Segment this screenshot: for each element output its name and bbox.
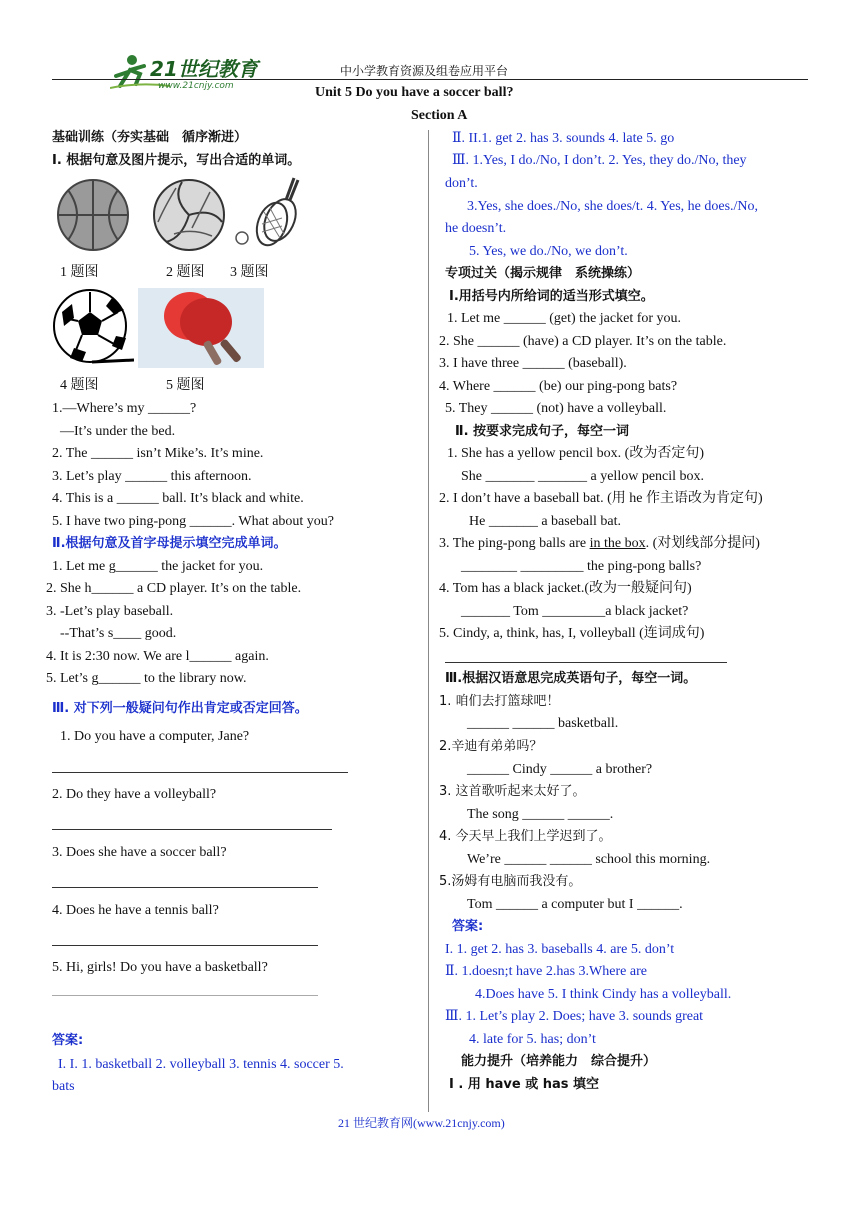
s2-item-5: 5. Cindy, a, think, has, I, volleyball (连词成句) bbox=[439, 626, 705, 641]
right-answer-3: 4.Does have 5. I think Cindy has a volleyball. bbox=[475, 987, 732, 1002]
tennis-image bbox=[232, 176, 300, 259]
tennis-racket-icon bbox=[232, 176, 300, 254]
part1-item-1: 1.—Where’s my ______? bbox=[52, 401, 197, 416]
logo-text: 21世纪教育 bbox=[150, 57, 258, 81]
s3-item-2: 2.辛迪有弟弟吗？ bbox=[439, 739, 543, 754]
right-ans-4: 3.Yes, she does./No, she does/t. 4. Yes, he does./No, bbox=[467, 199, 759, 214]
ability-title: 能力提升（培养能力 综合提升） bbox=[461, 1054, 657, 1069]
s2-item-3-underlined: in the box bbox=[589, 536, 646, 551]
s3-item-3: 3. 这首歌听起来太好了。 bbox=[439, 784, 586, 799]
volleyball-icon bbox=[152, 178, 226, 252]
s2-item-3b: ________ _________ the ping-pong balls? bbox=[461, 559, 702, 574]
soccer-image bbox=[52, 288, 134, 373]
part2-item-2: 2. She h______ a CD player. It’s on the table. bbox=[46, 581, 302, 596]
pic-label-5: 5 题图 bbox=[166, 378, 205, 393]
column-divider bbox=[428, 130, 429, 1112]
page-title: Unit 5 Do you have a soccer ball? bbox=[315, 85, 514, 100]
s3-item-1: 1. 咱们去打篮球吧！ bbox=[439, 694, 560, 709]
s3-title: Ⅲ.根据汉语意思完成英语句子，每空一词。 bbox=[445, 671, 697, 686]
right-ans-3: don’t. bbox=[445, 176, 478, 191]
answer-line-1 bbox=[52, 772, 348, 773]
part2-item-3: 3. -Let’s play baseball. bbox=[46, 604, 174, 619]
basketball-icon bbox=[56, 178, 130, 252]
s2-title: Ⅱ. 按要求完成句子，每空一词 bbox=[455, 424, 630, 439]
s3-item-5b: Tom ______ a computer but I ______. bbox=[467, 897, 683, 912]
s3-item-3b: The song ______ ______. bbox=[467, 807, 614, 822]
right-answer-2: Ⅱ. 1.doesn;t have 2.has 3.Where are bbox=[445, 964, 647, 979]
logo-url: www.21cnjy.com bbox=[158, 81, 234, 91]
part3-item-4: 4. Does he have a tennis ball? bbox=[52, 903, 219, 918]
part1-title bbox=[52, 152, 300, 170]
volleyball-image bbox=[152, 178, 226, 257]
right-answer-4: Ⅲ. 1. Let’s play 2. Does; have 3. sounds great bbox=[445, 1009, 704, 1024]
left-answer-line-1: I. I. 1. basketball 2. volleyball 3. tennis 4. soccer 5. bbox=[58, 1057, 344, 1072]
s3-item-4: 4. 今天早上我们上学迟到了。 bbox=[439, 829, 612, 844]
pingpong-image bbox=[138, 288, 264, 373]
left-answer-title: 答案: bbox=[52, 1033, 84, 1048]
pic-label-4: 4 题图 bbox=[60, 378, 99, 393]
pic-label-2: 2 题图 bbox=[166, 265, 205, 280]
answer-line-3 bbox=[52, 887, 318, 888]
right-answer-1: I. 1. get 2. has 3. baseballs 4. are 5. don’t bbox=[445, 942, 675, 957]
part3-item-3: 3. Does she have a soccer ball? bbox=[52, 845, 227, 860]
s2-item-4: 4. Tom has a black jacket.(改为一般疑问句) bbox=[439, 581, 692, 596]
s2-item-1b: She _______ _______ a yellow pencil box. bbox=[461, 469, 705, 484]
answer-line-4 bbox=[52, 945, 318, 946]
right-ans-6: 5. Yes, we do./No, we don’t. bbox=[469, 244, 628, 259]
pic-label-1: 1 题图 bbox=[60, 265, 99, 280]
answer-line-5 bbox=[52, 995, 318, 996]
footer: 21 世纪教育网(www.21cnjy.com) bbox=[338, 1116, 505, 1130]
right-ans-5: he doesn’t. bbox=[445, 221, 507, 236]
s3-item-5: 5.汤姆有电脑而我没有。 bbox=[439, 874, 582, 889]
s1-item-4: 4. Where ______ (be) our ping-pong bats? bbox=[439, 379, 678, 394]
part3-item-5: 5. Hi, girls! Do you have a basketball? bbox=[52, 960, 268, 975]
part1-item-4: 4. This is a ______ ball. It’s black and white. bbox=[52, 491, 304, 506]
part1-item-5: 5. I have two ping-pong ______. What about you? bbox=[52, 514, 335, 529]
s2-item-3-end: . (对划线部分提问) bbox=[645, 536, 760, 551]
left-answer-line-2: bats bbox=[52, 1079, 75, 1094]
s2-item-3 bbox=[439, 535, 760, 553]
part2-item-5: 5. Let’s g______ to the library now. bbox=[46, 671, 247, 686]
pic-label-3: 3 题图 bbox=[230, 265, 269, 280]
s2-item-2: 2. I don’t have a baseball bat. (用 he 作主语改为肯定句) bbox=[439, 491, 763, 506]
s1-item-5: 5. They ______ (not) have a volleyball. bbox=[445, 401, 667, 416]
s2-answer-line bbox=[445, 662, 727, 663]
right-ans-2: Ⅲ. 1.Yes, I do./No, I don’t. 2. Yes, they do./No, they bbox=[452, 153, 747, 168]
right-ans-1: Ⅱ. II.1. get 2. has 3. sounds 4. late 5. go bbox=[452, 131, 675, 146]
part1-item-1b: —It’s under the bed. bbox=[60, 424, 176, 439]
s3-item-1b: ______ ______ basketball. bbox=[467, 716, 619, 731]
platform-name: 中小学教育资源及组卷应用平台 bbox=[340, 64, 509, 78]
right-answer-title: 答案: bbox=[452, 919, 484, 934]
header-rule bbox=[52, 79, 808, 80]
part2-item-3b: --That’s s____ good. bbox=[60, 626, 177, 641]
part1-item-3: 3. Let’s play ______ this afternoon. bbox=[52, 469, 252, 484]
s3-item-4b: We’re ______ ______ school this morning. bbox=[467, 852, 711, 867]
basic-title: 基础训练（夯实基础 循序渐进） bbox=[52, 130, 248, 145]
ping-pong-paddle-icon bbox=[138, 288, 264, 368]
s1-item-3: 3. I have three ______ (baseball). bbox=[439, 356, 627, 371]
part3-item-2: 2. Do they have a volleyball? bbox=[52, 787, 217, 802]
s2-item-3-start: 3. The ping-pong balls are bbox=[439, 536, 590, 551]
s2-item-4b: _______ Tom _________a black jacket? bbox=[461, 604, 689, 619]
basketball-image bbox=[56, 178, 130, 257]
part3-item-1: 1. Do you have a computer, Jane? bbox=[60, 729, 250, 744]
special-title: 专项过关（揭示规律 系统操练） bbox=[445, 266, 641, 281]
s2-item-1: 1. She has a yellow pencil box. (改为否定句) bbox=[447, 446, 705, 461]
part3-title-text: Ⅲ. 对下列一般疑问句作出肯定或否定回答。 bbox=[52, 701, 308, 716]
answer-line-2 bbox=[52, 829, 332, 830]
s3-item-2b: ______ Cindy ______ a brother? bbox=[467, 762, 653, 777]
part2-item-1: 1. Let me g______ the jacket for you. bbox=[52, 559, 264, 574]
part3-title bbox=[52, 700, 308, 718]
part2-title: Ⅱ.根据句意及首字母提示填空完成单词。 bbox=[52, 536, 287, 551]
part1-item-2: 2. The ______ isn’t Mike’s. It’s mine. bbox=[52, 446, 264, 461]
ability-subtitle: Ⅰ . 用 have 或 has 填空 bbox=[449, 1077, 600, 1092]
s1-item-2: 2. She ______ (have) a CD player. It’s on the table. bbox=[439, 334, 727, 349]
section-title: Section A bbox=[411, 108, 468, 123]
s1-item-1: 1. Let me ______ (get) the jacket for you. bbox=[447, 311, 682, 326]
part1-title-text: Ⅰ. 根据句意及图片提示，写出合适的单词。 bbox=[52, 153, 301, 168]
right-answer-5: 4. late for 5. has; don’t bbox=[469, 1032, 596, 1047]
s1-title: Ⅰ.用括号内所给词的适当形式填空。 bbox=[449, 289, 654, 304]
soccer-ball-icon bbox=[52, 288, 134, 368]
part2-item-4: 4. It is 2:30 now. We are l______ again. bbox=[46, 649, 269, 664]
s2-item-2b: He _______ a baseball bat. bbox=[469, 514, 622, 529]
